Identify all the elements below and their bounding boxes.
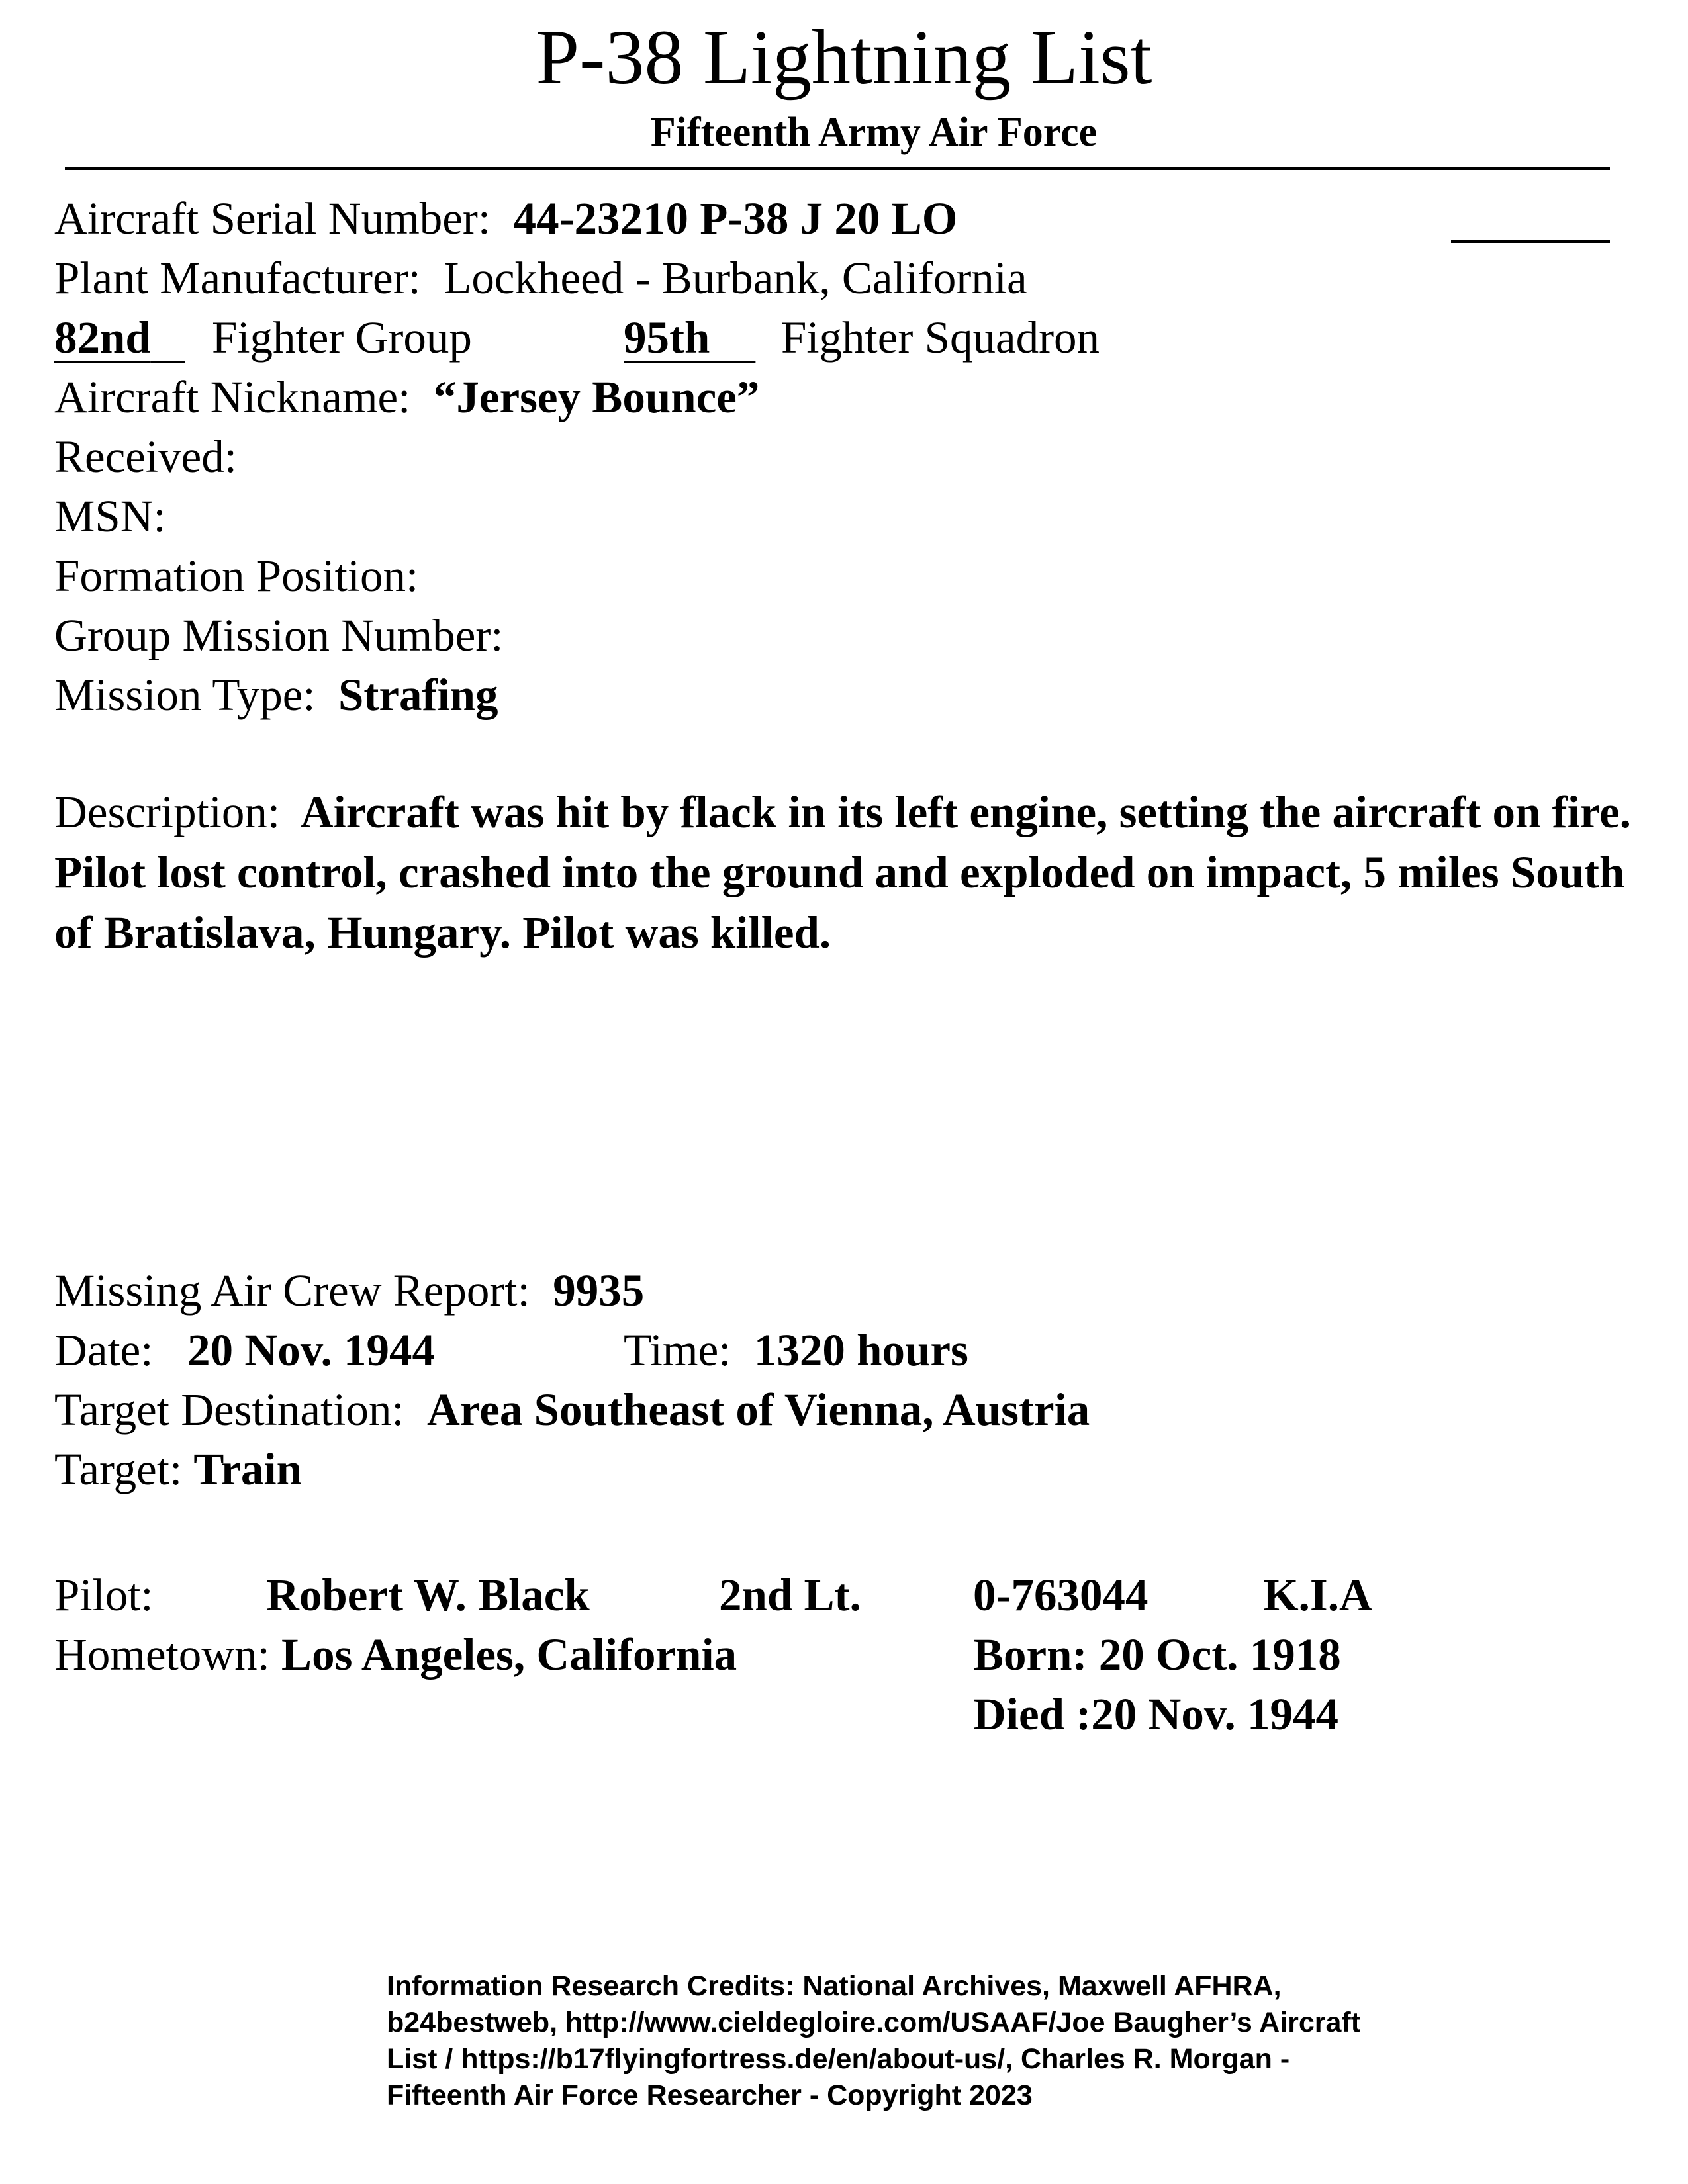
mission-type-label: Mission Type: xyxy=(54,670,316,720)
mission-type-value: Strafing xyxy=(338,670,498,720)
description-label: Description: xyxy=(54,787,281,837)
fighter-group-value: 82nd xyxy=(54,312,151,363)
nickname-value: “Jersey Bounce” xyxy=(433,372,760,422)
manufacturer-row xyxy=(54,251,1027,304)
hometown-label: Hometown: xyxy=(54,1629,270,1680)
target-destination-value: Area Southeast of Vienna, Austria xyxy=(427,1385,1090,1435)
pilot-name: Robert W. Black xyxy=(266,1570,590,1620)
manufacturer-value: Lockheed - Burbank, California xyxy=(444,253,1027,303)
pilot-status: K.I.A xyxy=(1263,1570,1372,1620)
description-text: Aircraft was hit by flack in its left engine, setting the aircraft on fire. Pilot lost control, crashed into the ground and exploded on impact, 5 miles South of Bratislava, Hungary. Pilot was killed. xyxy=(54,787,1632,958)
group-mission-number-label: Group Mission Number: xyxy=(54,610,504,660)
died-value: 20 Nov. 1944 xyxy=(1091,1689,1339,1739)
received-label: Received: xyxy=(54,432,237,482)
time-label: Time: xyxy=(624,1325,731,1375)
born-label: Born: xyxy=(973,1629,1088,1680)
fighter-group-label: Fighter Group xyxy=(212,312,472,363)
nickname-row xyxy=(54,371,759,424)
serial-value: 44-23210 P-38 J 20 LO xyxy=(513,193,958,244)
description xyxy=(54,782,1643,963)
target-label: Target: xyxy=(54,1444,183,1494)
born-value: 20 Oct. 1918 xyxy=(1098,1629,1341,1680)
hometown-row xyxy=(54,1628,737,1681)
target-destination-label: Target Destination: xyxy=(54,1385,404,1435)
blank-line xyxy=(1451,240,1610,243)
time-value: 1320 hours xyxy=(753,1325,968,1375)
mission-type-row xyxy=(54,668,498,721)
date-value: 20 Nov. 1944 xyxy=(187,1325,435,1375)
manufacturer-label: Plant Manufacturer: xyxy=(54,253,421,303)
time-row xyxy=(624,1324,968,1377)
nickname-label: Aircraft Nickname: xyxy=(54,372,411,422)
macr-label: Missing Air Crew Report: xyxy=(54,1265,530,1316)
squadron-row xyxy=(624,311,755,364)
pilot-serial: 0-763044 xyxy=(973,1570,1149,1620)
hometown-value: Los Angeles, California xyxy=(281,1629,737,1680)
group-row xyxy=(54,311,185,364)
date-label: Date: xyxy=(54,1325,154,1375)
target-destination-row xyxy=(54,1383,1090,1436)
died-label: Died : xyxy=(973,1689,1092,1739)
header-rule xyxy=(65,167,1610,170)
pilot-label: Pilot: xyxy=(54,1570,154,1620)
page-subtitle: Fifteenth Army Air Force xyxy=(650,110,1098,155)
fighter-squadron-label: Fighter Squadron xyxy=(781,312,1100,363)
date-row xyxy=(54,1324,435,1377)
pilot-rank: 2nd Lt. xyxy=(719,1570,861,1620)
msn-label: MSN: xyxy=(54,491,166,541)
serial-label: Aircraft Serial Number: xyxy=(54,193,491,244)
fighter-squadron-value: 95th xyxy=(624,312,710,363)
serial-row xyxy=(54,192,957,245)
formation-position-label: Formation Position: xyxy=(54,551,419,601)
page-title: P-38 Lightning List xyxy=(536,14,1152,101)
target-value: Train xyxy=(193,1444,302,1494)
research-credits: Information Research Credits: National Archives, Maxwell AFHRA, b24bestweb, http://www.cieldegloire.com/USAAF/Joe Baugher’s Aircraft List / https://b17flyingfortress.de/en/about-us/, Charles R. Morgan - Fifteenth Air Force Researcher - Copyright 2023 xyxy=(387,1970,1361,2111)
born-row xyxy=(973,1628,1341,1681)
macr-value: 9935 xyxy=(553,1265,645,1316)
target-row xyxy=(54,1443,302,1496)
died-row xyxy=(973,1688,1338,1741)
macr-row xyxy=(54,1264,644,1317)
